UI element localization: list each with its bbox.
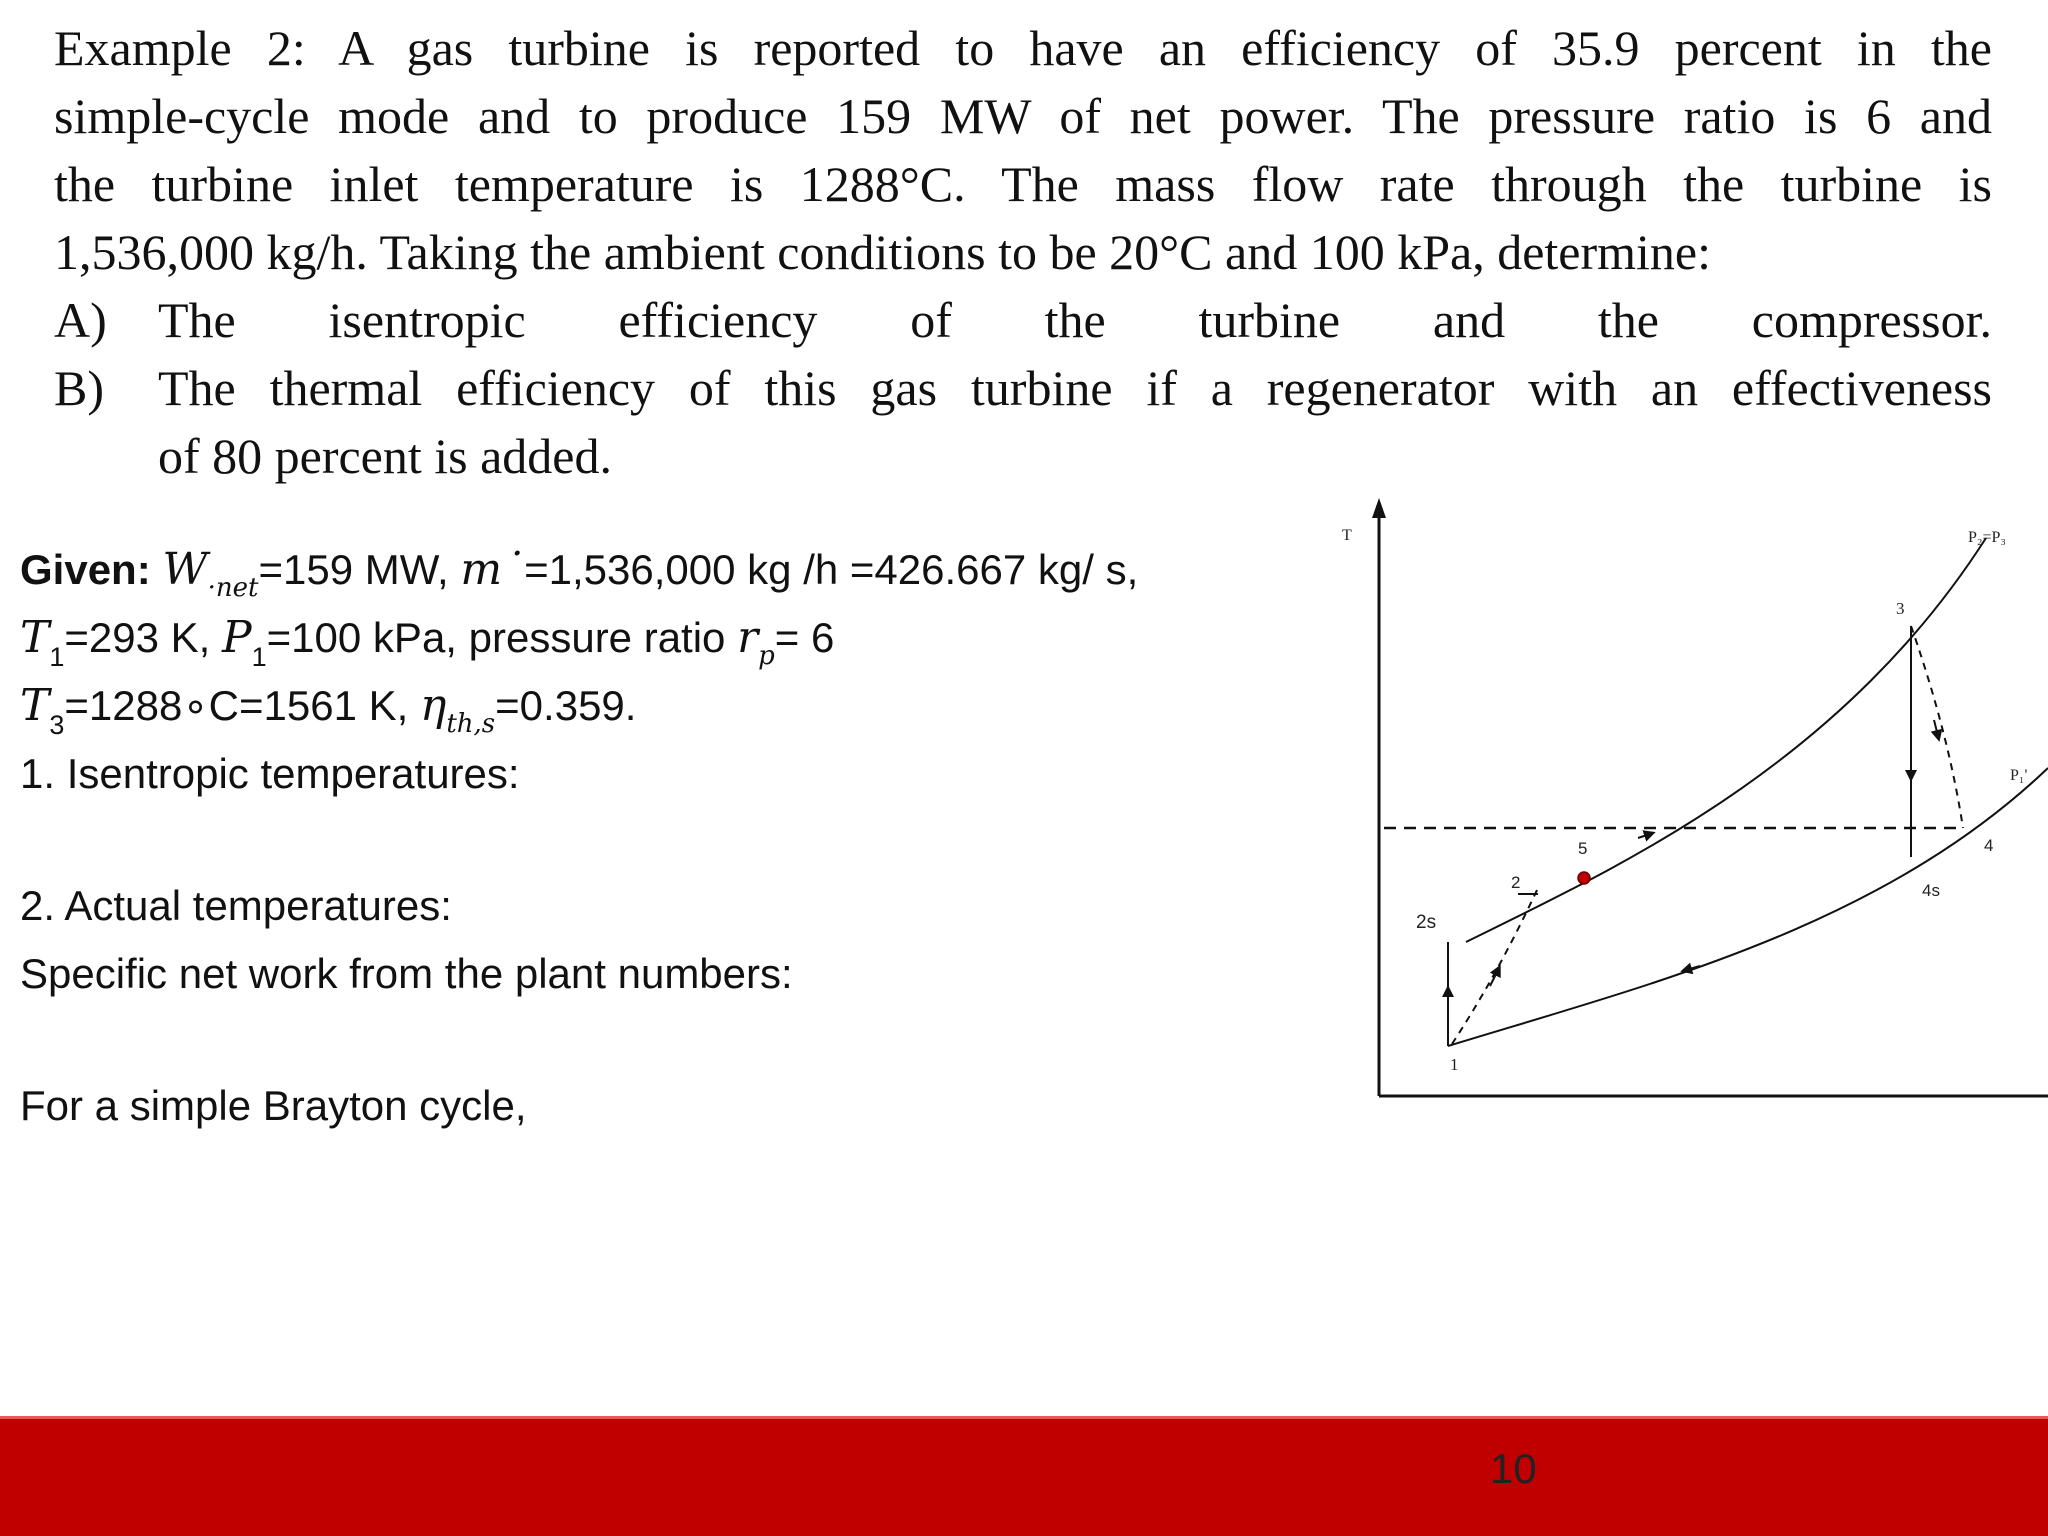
label-state-2s: 2s [1416,912,1437,933]
spacer [20,1008,1320,1072]
compressor-arrow-actual [1490,970,1498,986]
problem-line-3: the turbine inlet temperature is 1288°C. The mass flow rate through the turbine is [54,156,1992,212]
t3-value: =1288∘C=1561 K, [64,682,420,729]
footer-bar [0,1416,2048,1536]
problem-line-2: simple-cycle mode and to produce 159 MW of net power. The pressure ratio is 6 and [54,88,1992,144]
label-p-high: P₂=P₃ [1968,529,2006,546]
turbine-arrow-actual [1934,720,1938,736]
option-b-text-2: of 80 percent is added. [158,428,613,484]
given-line-1 [20,536,1320,604]
eta-value: =0.359. [495,682,637,729]
label-state-4: 4 [1984,836,1994,855]
label-state-3: 3 [1896,599,1905,618]
m-symbol: m [460,544,503,595]
rp-subscript: p [758,641,775,671]
option-b-text [158,354,1992,490]
eta-subscript: th,s [446,709,496,739]
option-a [54,286,1992,354]
solution-block [20,536,1320,1140]
p1-symbol: P [222,612,252,663]
given-label: Given: [20,546,151,593]
t1-value: =293 K, [64,614,223,661]
problem-line-4: 1,536,000 kg/h. Taking the ambient conditions to be 20°C and 100 kPa, determine: [54,224,1712,280]
label-state-5: 5 [1578,839,1588,858]
step-2: 2. Actual temperatures: [20,882,452,929]
ts-diagram [1320,496,2048,1116]
page-number: 10 [1490,1445,1537,1492]
t-axis [1372,498,1386,1096]
step-1: 1. Isentropic temperatures: [20,750,520,797]
t1-subscript: 1 [49,642,65,672]
w-symbol: W [162,544,208,595]
label-state-4s: 4s [1922,881,1940,900]
p1-value: =100 kPa, pressure ratio [266,614,738,661]
label-p-low: P₁' [2010,767,2028,784]
high-pressure-line [1466,538,1986,942]
option-b-text-1: The thermal efficiency of this gas turbine if a regenerator with an effectiveness [158,360,1992,416]
spacer [20,808,1320,872]
problem-statement [54,14,1992,490]
option-b-label: B) [54,360,104,416]
option-b [54,354,1992,490]
t3-symbol: T [20,680,50,731]
step-3: Specific net work from the plant numbers: [20,950,793,997]
m-value: =1,536,000 kg /h =426.667 kg/ s, [524,546,1139,593]
m-dot: ˙ [502,544,525,595]
state-5-marker [1578,872,1590,884]
given-line-2 [20,604,1320,672]
t1-symbol: T [20,612,50,663]
problem-line-1: Example 2: A gas turbine is reported to have an efficiency of 35.9 percent in the [54,20,1992,76]
w-value: =159 MW, [258,546,461,593]
p1-subscript: 1 [251,642,267,672]
axis-label-t: T [1342,527,1352,544]
heat-addition-arrow [1638,834,1650,838]
compression-actual [1452,888,1538,1044]
option-a-text: The isentropic efficiency of the turbine and the compressor. [158,292,1992,348]
label-state-2: 2 [1511,873,1521,892]
option-a-label: A) [54,292,107,348]
rp-symbol: r [737,612,759,663]
rp-value: = 6 [774,614,835,661]
w-subscript: ·net [207,573,259,603]
given-line-3 [20,672,1320,740]
expansion-actual [1911,626,1963,828]
step-4: For a simple Brayton cycle, [20,1082,527,1129]
t3-subscript: 3 [49,710,65,740]
eta-symbol: η [419,680,447,731]
label-state-1: 1 [1450,1055,1459,1074]
